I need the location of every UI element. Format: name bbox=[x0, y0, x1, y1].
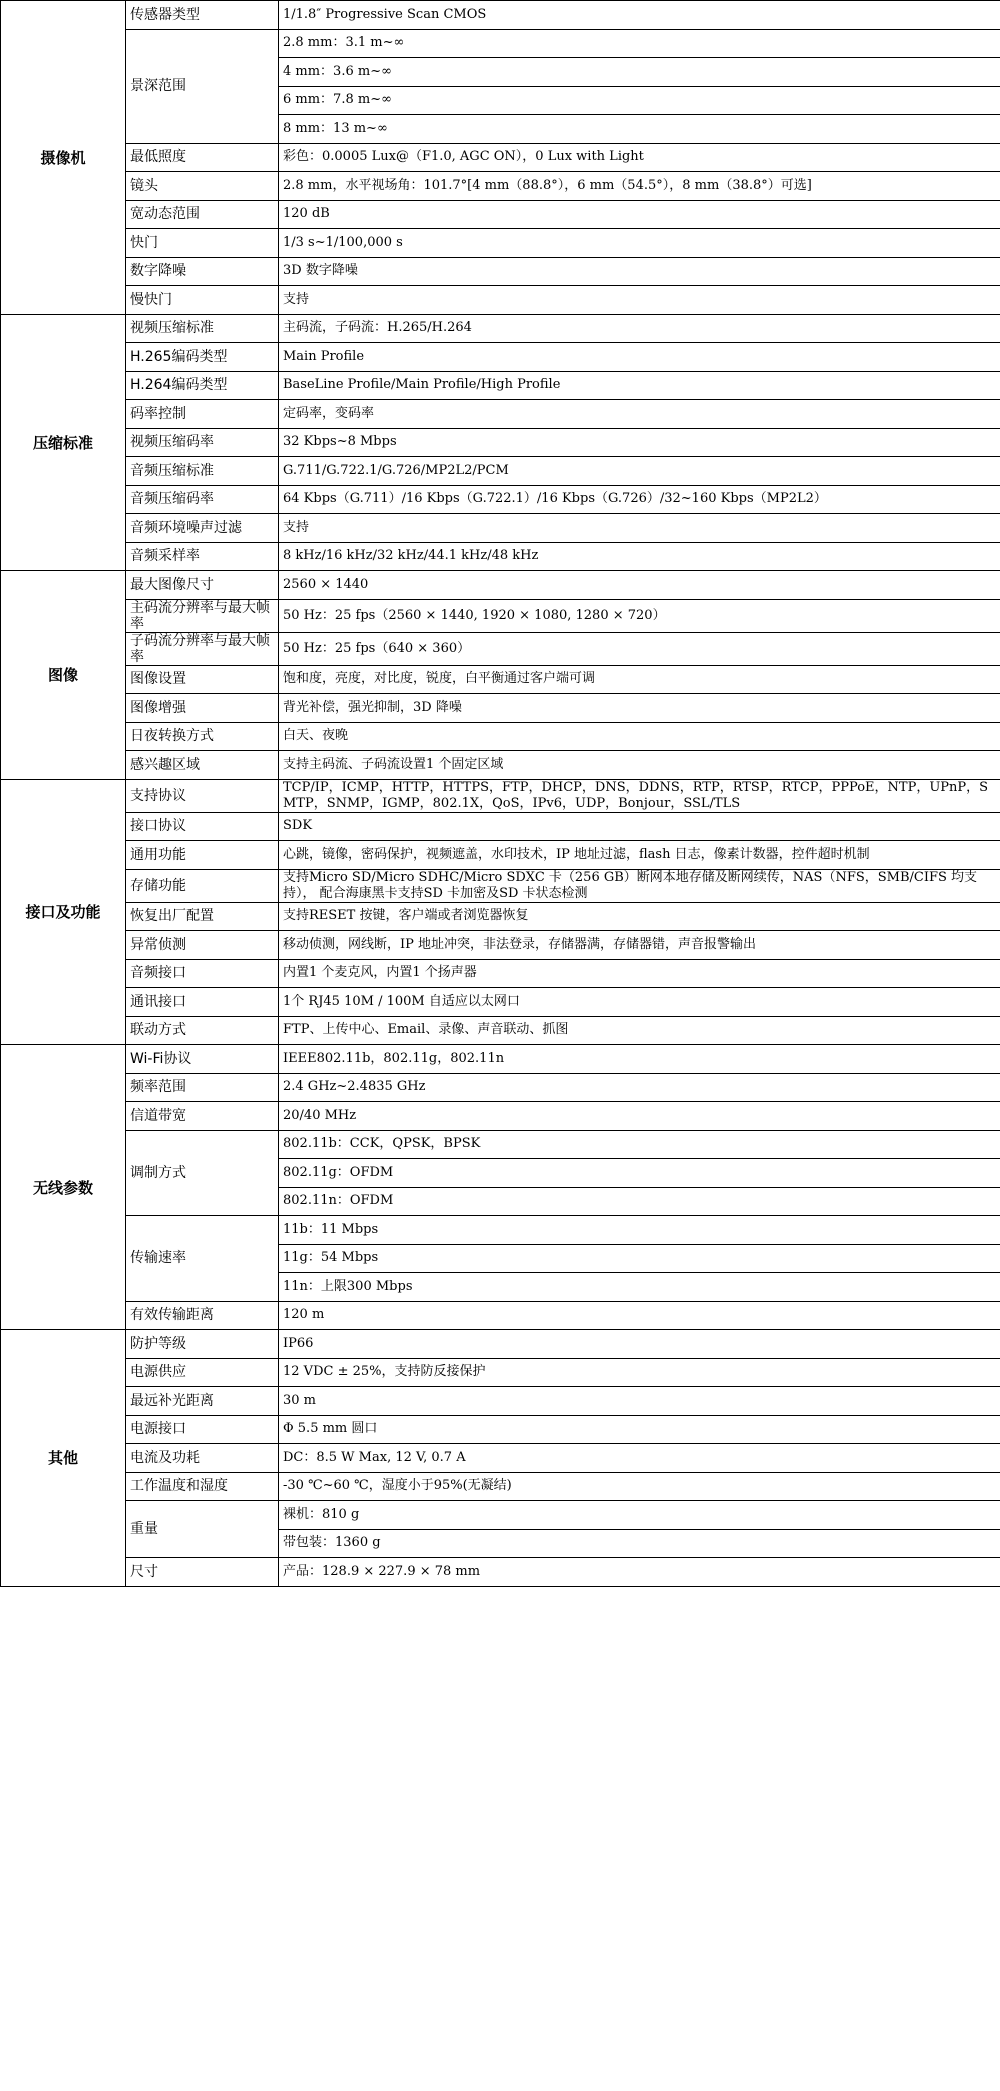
spec-value: 支持 bbox=[279, 286, 1000, 315]
spec-row bbox=[1, 428, 1000, 457]
spec-value: 内置1 个麦克风，内置1 个扬声器 bbox=[279, 959, 1000, 988]
spec-value: Φ 5.5 mm 圆口 bbox=[279, 1415, 1000, 1444]
spec-value: 11g：54 Mbps bbox=[279, 1244, 1000, 1273]
spec-row bbox=[1, 694, 1000, 723]
spec-row bbox=[1, 400, 1000, 429]
spec-row bbox=[1, 229, 1000, 258]
spec-label: 联动方式 bbox=[126, 1016, 279, 1045]
spec-label: 日夜转换方式 bbox=[126, 722, 279, 751]
spec-value: 主码流，子码流：H.265/H.264 bbox=[279, 314, 1000, 343]
spec-label: 码率控制 bbox=[126, 400, 279, 429]
spec-value: 120 dB bbox=[279, 200, 1000, 229]
spec-label: 存储功能 bbox=[126, 869, 279, 902]
spec-value: 2.8 mm：3.1 m~∞ bbox=[279, 29, 1000, 58]
spec-value: 支持主码流、子码流设置1 个固定区域 bbox=[279, 751, 1000, 780]
spec-value: 50 Hz：25 fps（2560 × 1440, 1920 × 1080, 1280 × 720） bbox=[279, 599, 1000, 632]
spec-row bbox=[1, 1415, 1000, 1444]
spec-label: 最低照度 bbox=[126, 143, 279, 172]
spec-value: 11b：11 Mbps bbox=[279, 1216, 1000, 1245]
spec-row bbox=[1, 902, 1000, 931]
spec-label: 重量 bbox=[126, 1501, 279, 1558]
spec-value: 1个 RJ45 10M / 100M 自适应以太网口 bbox=[279, 988, 1000, 1017]
spec-label: 调制方式 bbox=[126, 1130, 279, 1216]
spec-value: 支持 bbox=[279, 514, 1000, 543]
spec-row bbox=[1, 1016, 1000, 1045]
spec-label: 图像设置 bbox=[126, 665, 279, 694]
spec-value: 心跳，镜像，密码保护，视频遮盖，水印技术，IP 地址过滤，flash 日志，像素计数器，控件超时机制 bbox=[279, 841, 1000, 870]
spec-label: 视频压缩码率 bbox=[126, 428, 279, 457]
spec-row bbox=[1, 257, 1000, 286]
spec-label: H.264编码类型 bbox=[126, 371, 279, 400]
spec-row bbox=[1, 812, 1000, 841]
spec-label: 音频压缩码率 bbox=[126, 485, 279, 514]
spec-row bbox=[1, 1558, 1000, 1587]
spec-value: 白天、夜晚 bbox=[279, 722, 1000, 751]
spec-row bbox=[1, 1330, 1000, 1359]
spec-label: 通用功能 bbox=[126, 841, 279, 870]
spec-value: 2.8 mm，水平视场角：101.7°[4 mm（88.8°），6 mm（54.5°），8 mm（38.8°）可选] bbox=[279, 172, 1000, 201]
spec-value: 1/3 s~1/100,000 s bbox=[279, 229, 1000, 258]
spec-value: 定码率，变码率 bbox=[279, 400, 1000, 429]
spec-row bbox=[1, 722, 1000, 751]
spec-value: 产品：128.9 × 227.9 × 78 mm bbox=[279, 1558, 1000, 1587]
spec-label: 防护等级 bbox=[126, 1330, 279, 1359]
spec-label: 宽动态范围 bbox=[126, 200, 279, 229]
spec-value: 彩色：0.0005 Lux@（F1.0, AGC ON），0 Lux with Light bbox=[279, 143, 1000, 172]
spec-label: 音频采样率 bbox=[126, 542, 279, 571]
spec-label: 异常侦测 bbox=[126, 931, 279, 960]
spec-label: 子码流分辨率与最大帧率 bbox=[126, 632, 279, 665]
spec-value: 饱和度，亮度，对比度，锐度，白平衡通过客户端可调 bbox=[279, 665, 1000, 694]
spec-label: 有效传输距离 bbox=[126, 1301, 279, 1330]
spec-value: 裸机：810 g bbox=[279, 1501, 1000, 1530]
spec-label: 电源供应 bbox=[126, 1358, 279, 1387]
spec-value: 802.11g：OFDM bbox=[279, 1159, 1000, 1188]
spec-label: 信道带宽 bbox=[126, 1102, 279, 1131]
spec-value: 802.11b：CCK，QPSK，BPSK bbox=[279, 1130, 1000, 1159]
spec-value: IEEE802.11b，802.11g，802.11n bbox=[279, 1045, 1000, 1074]
spec-row bbox=[1, 779, 1000, 812]
spec-label: 音频接口 bbox=[126, 959, 279, 988]
section-title: 图像 bbox=[1, 571, 126, 780]
spec-row bbox=[1, 841, 1000, 870]
spec-value: 6 mm：7.8 m~∞ bbox=[279, 86, 1000, 115]
spec-value: 32 Kbps~8 Mbps bbox=[279, 428, 1000, 457]
spec-row bbox=[1, 200, 1000, 229]
spec-row bbox=[1, 988, 1000, 1017]
spec-value: 20/40 MHz bbox=[279, 1102, 1000, 1131]
spec-value: 支持RESET 按键，客户端或者浏览器恢复 bbox=[279, 902, 1000, 931]
spec-value: 64 Kbps（G.711）/16 Kbps（G.722.1）/16 Kbps（G.726）/32~160 Kbps（MP2L2） bbox=[279, 485, 1000, 514]
spec-row bbox=[1, 1301, 1000, 1330]
spec-value: 支持Micro SD/Micro SDHC/Micro SDXC 卡（256 GB）断网本地存储及断网续传，NAS（NFS，SMB/CIFS 均支持）， 配合海康黑卡支持SD 卡加密及SD 卡状态检测 bbox=[279, 869, 1000, 902]
spec-row bbox=[1, 1130, 1000, 1159]
spec-label: 传感器类型 bbox=[126, 1, 279, 30]
spec-row bbox=[1, 1358, 1000, 1387]
spec-value: 背光补偿，强光抑制，3D 降噪 bbox=[279, 694, 1000, 723]
spec-row bbox=[1, 343, 1000, 372]
spec-value: 30 m bbox=[279, 1387, 1000, 1416]
spec-row bbox=[1, 457, 1000, 486]
spec-row bbox=[1, 751, 1000, 780]
spec-value: 3D 数字降噪 bbox=[279, 257, 1000, 286]
spec-label: 传输速率 bbox=[126, 1216, 279, 1302]
spec-row bbox=[1, 1045, 1000, 1074]
spec-label: 慢快门 bbox=[126, 286, 279, 315]
spec-label: 支持协议 bbox=[126, 779, 279, 812]
spec-row bbox=[1, 1472, 1000, 1501]
section-title: 摄像机 bbox=[1, 1, 126, 315]
spec-value: -30 ℃~60 ℃，湿度小于95%(无凝结) bbox=[279, 1472, 1000, 1501]
spec-row bbox=[1, 1387, 1000, 1416]
section-title: 压缩标准 bbox=[1, 314, 126, 571]
spec-row bbox=[1, 1216, 1000, 1245]
spec-table-body bbox=[1, 1, 1000, 1587]
spec-value: 4 mm：3.6 m~∞ bbox=[279, 58, 1000, 87]
spec-label: 接口协议 bbox=[126, 812, 279, 841]
spec-label: 工作温度和湿度 bbox=[126, 1472, 279, 1501]
spec-label: 通讯接口 bbox=[126, 988, 279, 1017]
spec-label: 音频压缩标准 bbox=[126, 457, 279, 486]
spec-value: 802.11n：OFDM bbox=[279, 1187, 1000, 1216]
spec-row bbox=[1, 632, 1000, 665]
spec-label: 恢复出厂配置 bbox=[126, 902, 279, 931]
spec-value: 11n：上限300 Mbps bbox=[279, 1273, 1000, 1302]
spec-value: 120 m bbox=[279, 1301, 1000, 1330]
spec-label: 最大图像尺寸 bbox=[126, 571, 279, 600]
spec-row bbox=[1, 1073, 1000, 1102]
spec-label: 感兴趣区域 bbox=[126, 751, 279, 780]
spec-row bbox=[1, 1, 1000, 30]
spec-row bbox=[1, 29, 1000, 58]
spec-value: Main Profile bbox=[279, 343, 1000, 372]
spec-row bbox=[1, 286, 1000, 315]
spec-value: 2560 × 1440 bbox=[279, 571, 1000, 600]
spec-row bbox=[1, 172, 1000, 201]
spec-row bbox=[1, 869, 1000, 902]
spec-label: 最远补光距离 bbox=[126, 1387, 279, 1416]
spec-label: 数字降噪 bbox=[126, 257, 279, 286]
spec-label: 音频环境噪声过滤 bbox=[126, 514, 279, 543]
spec-value: TCP/IP，ICMP，HTTP，HTTPS，FTP，DHCP，DNS，DDNS，RTP，RTSP，RTCP，PPPoE，NTP，UPnP，SMTP，SNMP，IGMP，802.1X，QoS，IPv6，UDP，Bonjour，SSL/TLS bbox=[279, 779, 1000, 812]
section-title: 接口及功能 bbox=[1, 779, 126, 1045]
spec-row bbox=[1, 931, 1000, 960]
spec-label: Wi-Fi协议 bbox=[126, 1045, 279, 1074]
spec-row bbox=[1, 571, 1000, 600]
spec-value: 带包装：1360 g bbox=[279, 1529, 1000, 1558]
spec-label: 尺寸 bbox=[126, 1558, 279, 1587]
spec-value: SDK bbox=[279, 812, 1000, 841]
spec-row bbox=[1, 371, 1000, 400]
spec-row bbox=[1, 485, 1000, 514]
spec-value: 2.4 GHz~2.4835 GHz bbox=[279, 1073, 1000, 1102]
spec-label: 视频压缩标准 bbox=[126, 314, 279, 343]
spec-label: 主码流分辨率与最大帧率 bbox=[126, 599, 279, 632]
spec-value: 8 kHz/16 kHz/32 kHz/44.1 kHz/48 kHz bbox=[279, 542, 1000, 571]
spec-row bbox=[1, 1501, 1000, 1530]
spec-value: DC：8.5 W Max, 12 V, 0.7 A bbox=[279, 1444, 1000, 1473]
spec-value: G.711/G.722.1/G.726/MP2L2/PCM bbox=[279, 457, 1000, 486]
spec-row bbox=[1, 542, 1000, 571]
spec-row bbox=[1, 959, 1000, 988]
spec-row bbox=[1, 599, 1000, 632]
spec-value: FTP、上传中心、Email、录像、声音联动、抓图 bbox=[279, 1016, 1000, 1045]
spec-value: 8 mm：13 m~∞ bbox=[279, 115, 1000, 144]
section-title: 无线参数 bbox=[1, 1045, 126, 1330]
spec-value: 50 Hz：25 fps（640 × 360） bbox=[279, 632, 1000, 665]
spec-label: 图像增强 bbox=[126, 694, 279, 723]
section-title: 其他 bbox=[1, 1330, 126, 1587]
spec-label: 景深范围 bbox=[126, 29, 279, 143]
spec-row bbox=[1, 1102, 1000, 1131]
spec-row bbox=[1, 665, 1000, 694]
spec-label: 电流及功耗 bbox=[126, 1444, 279, 1473]
spec-value: BaseLine Profile/Main Profile/High Profile bbox=[279, 371, 1000, 400]
spec-label: 频率范围 bbox=[126, 1073, 279, 1102]
spec-value: 12 VDC ± 25%，支持防反接保护 bbox=[279, 1358, 1000, 1387]
spec-value: 1/1.8″ Progressive Scan CMOS bbox=[279, 1, 1000, 30]
spec-row bbox=[1, 514, 1000, 543]
spec-label: H.265编码类型 bbox=[126, 343, 279, 372]
spec-label: 镜头 bbox=[126, 172, 279, 201]
spec-label: 电源接口 bbox=[126, 1415, 279, 1444]
spec-row bbox=[1, 1444, 1000, 1473]
spec-value: 移动侦测，网线断，IP 地址冲突，非法登录，存储器满，存储器错，声音报警输出 bbox=[279, 931, 1000, 960]
spec-row bbox=[1, 143, 1000, 172]
spec-value: IP66 bbox=[279, 1330, 1000, 1359]
spec-label: 快门 bbox=[126, 229, 279, 258]
spec-row bbox=[1, 314, 1000, 343]
